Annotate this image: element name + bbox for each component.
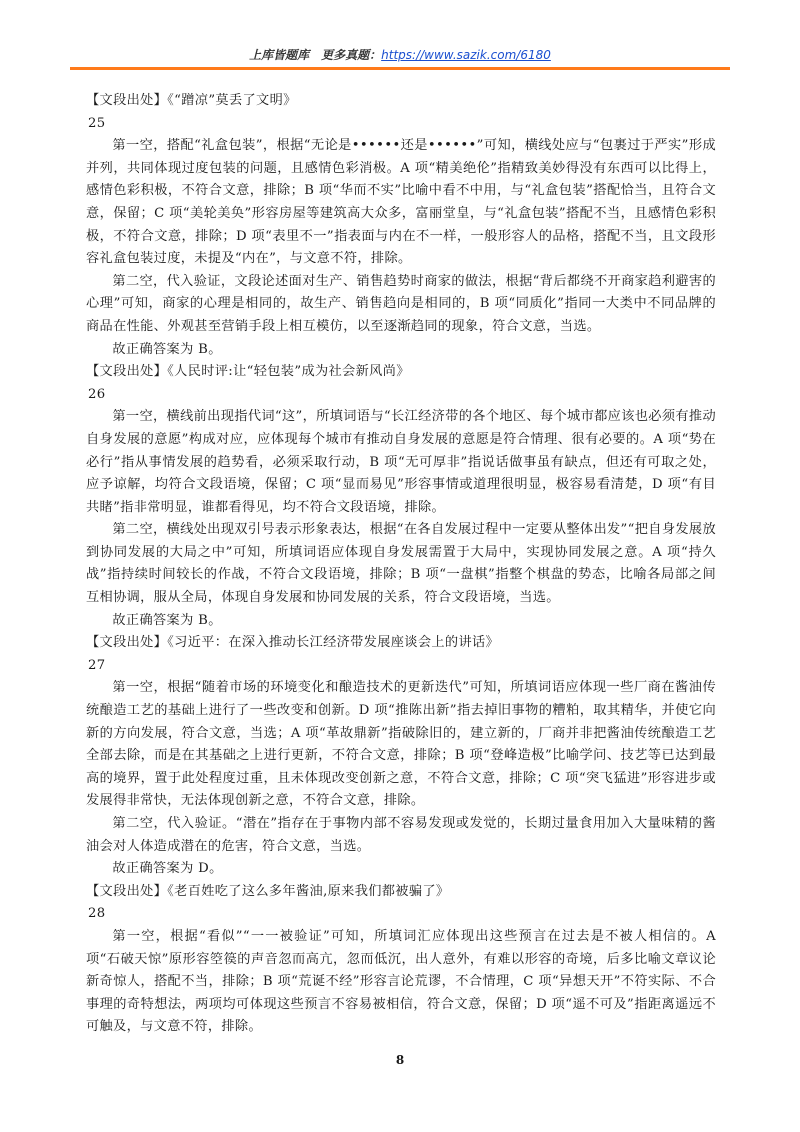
source-citation: 【文段出处】《老百姓吃了这么多年酱油,原来我们都被骗了》: [86, 883, 450, 899]
analysis-paragraph: 故正确答案为 D。: [112, 861, 223, 877]
question-number: 28: [88, 906, 106, 922]
question-number: 27: [88, 657, 106, 673]
question-number: 26: [88, 386, 106, 402]
source-citation: 【文段出处】《习近平：在深入推动长江经济带发展座谈会上的讲话》: [86, 635, 500, 651]
analysis-paragraph: 第二空，代入验证。“潜在”指存在于事物内部不容易发现或发觉的，长期过量食用加入大量味精的酱油会对人体造成潜在的危害，符合文意，当选。: [86, 816, 716, 854]
analysis-paragraph: 第二空，代入验证，文段论述面对生产、销售趋势时商家的做法，根据“背后都绕不开商家趋利避害的心理”可知，商家的心理是相同的，故生产、销售趋向是相同的，B 项“同质化”指同一大类中不同品牌的商品在性能、外观甚至营销手段上相互模仿，以至逐渐趋同的现象，符合文意，当选。: [86, 273, 716, 334]
header-divider: [70, 67, 730, 70]
header-label: 上库皆题库 更多真题：: [249, 48, 382, 62]
analysis-paragraph: 第一空，根据“随着市场的环境变化和酿造技术的更新迭代”可知，所填词语应体现一些厂商在酱油传统酿造工艺的基础上进行了一些改变和创新。D 项“推陈出新”指去掉旧事物的糟粕，取其精华，并使它向新的方向发展，符合文意，当选；A 项“革故鼎新”指破除旧的，建立新的，厂商并非把酱油传统酿造工艺全部去除，而是在其基础之上进行更新，不符合文意，排除；B 项“登峰造极”比喻学问、技艺等已达到最高的境界，置于此处程度过重，且未体现改变创新之意，不符合文意，排除；C 项“突飞猛进”形容进步或发展得非常快，无法体现创新之意，不符合文意，排除。: [86, 680, 716, 809]
analysis-paragraph: 第二空，横线处出现双引号表示形象表达，根据“在各自发展过程中一定要从整体出发”“把自身发展放到协同发展的大局之中”可知，所填词语应体现自身发展需置于大局中，实现协同发展之意。A 项“持久战”指持续时间较长的作战，不符合文段语境，排除；B 项“一盘棋”指整个棋盘的势态，比喻各局部之间互相协调，服从全局，体现自身发展和协同发展的关系，符合文段语境，当选。: [86, 522, 716, 606]
source-citation: 【文段出处】《人民时评:让“轻包装”成为社会新风尚》: [86, 364, 410, 380]
header-url-link[interactable]: https://www.sazik.com/6180: [381, 48, 551, 62]
question-number: 25: [88, 115, 106, 131]
document-body: [86, 90, 716, 1039]
source-citation: 【文段出处】《“蹭凉”莫丢了文明》: [86, 93, 297, 108]
analysis-paragraph: 第一空，搭配“礼盒包装”，根据“无论是••••••还是••••••”可知，横线处应与“包裹过于严实”形成并列，共同体现过度包装的问题，且感情色彩消极。A 项“精美绝伦”指精致美妙得没有东西可以比得上，感情色彩积极，不符合文意，排除；B 项“华而不实”比喻中看不中用，与“礼盒包装”搭配恰当，且符合文意，保留；C 项“美轮美奂”形容房屋等建筑高大众多，富丽堂皇，与“礼盒包装”搭配不当，且感情色彩积极，不符合文意，排除；D 项“表里不一”指表面与内在不一样，一般形容人的品格，搭配不当，且文段形容礼盒包装过度，未提及“内在”，与文意不符，排除。: [86, 138, 716, 267]
analysis-paragraph: 第一空，横线前出现指代词“这”，所填词语与“长江经济带的各个地区、每个城市都应该也必须有推动自身发展的意愿”构成对应，应体现每个城市有推动自身发展的意愿是符合情理、很有必要的。A 项“势在必行”指从事情发展的趋势看，必须采取行动，B 项“无可厚非”指说话做事虽有缺点，但还有可取之处，应予谅解，均符合文段语境，保留；C 项“显而易见”形容事情或道理很明显，极容易看清楚，D 项“有目共睹”指非常明显，谁都看得见，均不符合文段语境，排除。: [86, 409, 716, 515]
analysis-paragraph: 故正确答案为 B。: [112, 341, 222, 357]
page-number: 8: [395, 1053, 405, 1067]
analysis-paragraph: 第一空，根据“看似”“一一被验证”可知，所填词汇应体现出这些预言在过去是不被人相信的。A 项“石破天惊”原形容箜篌的声音忽而高亢，忽而低沉，出人意外，有难以形容的奇境，后多比喻文章议论新奇惊人，搭配不当，排除；B 项“荒诞不经”形容言论荒谬，不合情理，C 项“异想天开”不符实际、不合事理的奇特想法，两项均可体现这些预言不容易被相信，符合文意，保留；D 项“遥不可及”指距离遥远不可触及，与文意不符，排除。: [86, 928, 716, 1035]
page-header: [0, 46, 800, 63]
analysis-paragraph: 故正确答案为 B。: [112, 612, 222, 628]
